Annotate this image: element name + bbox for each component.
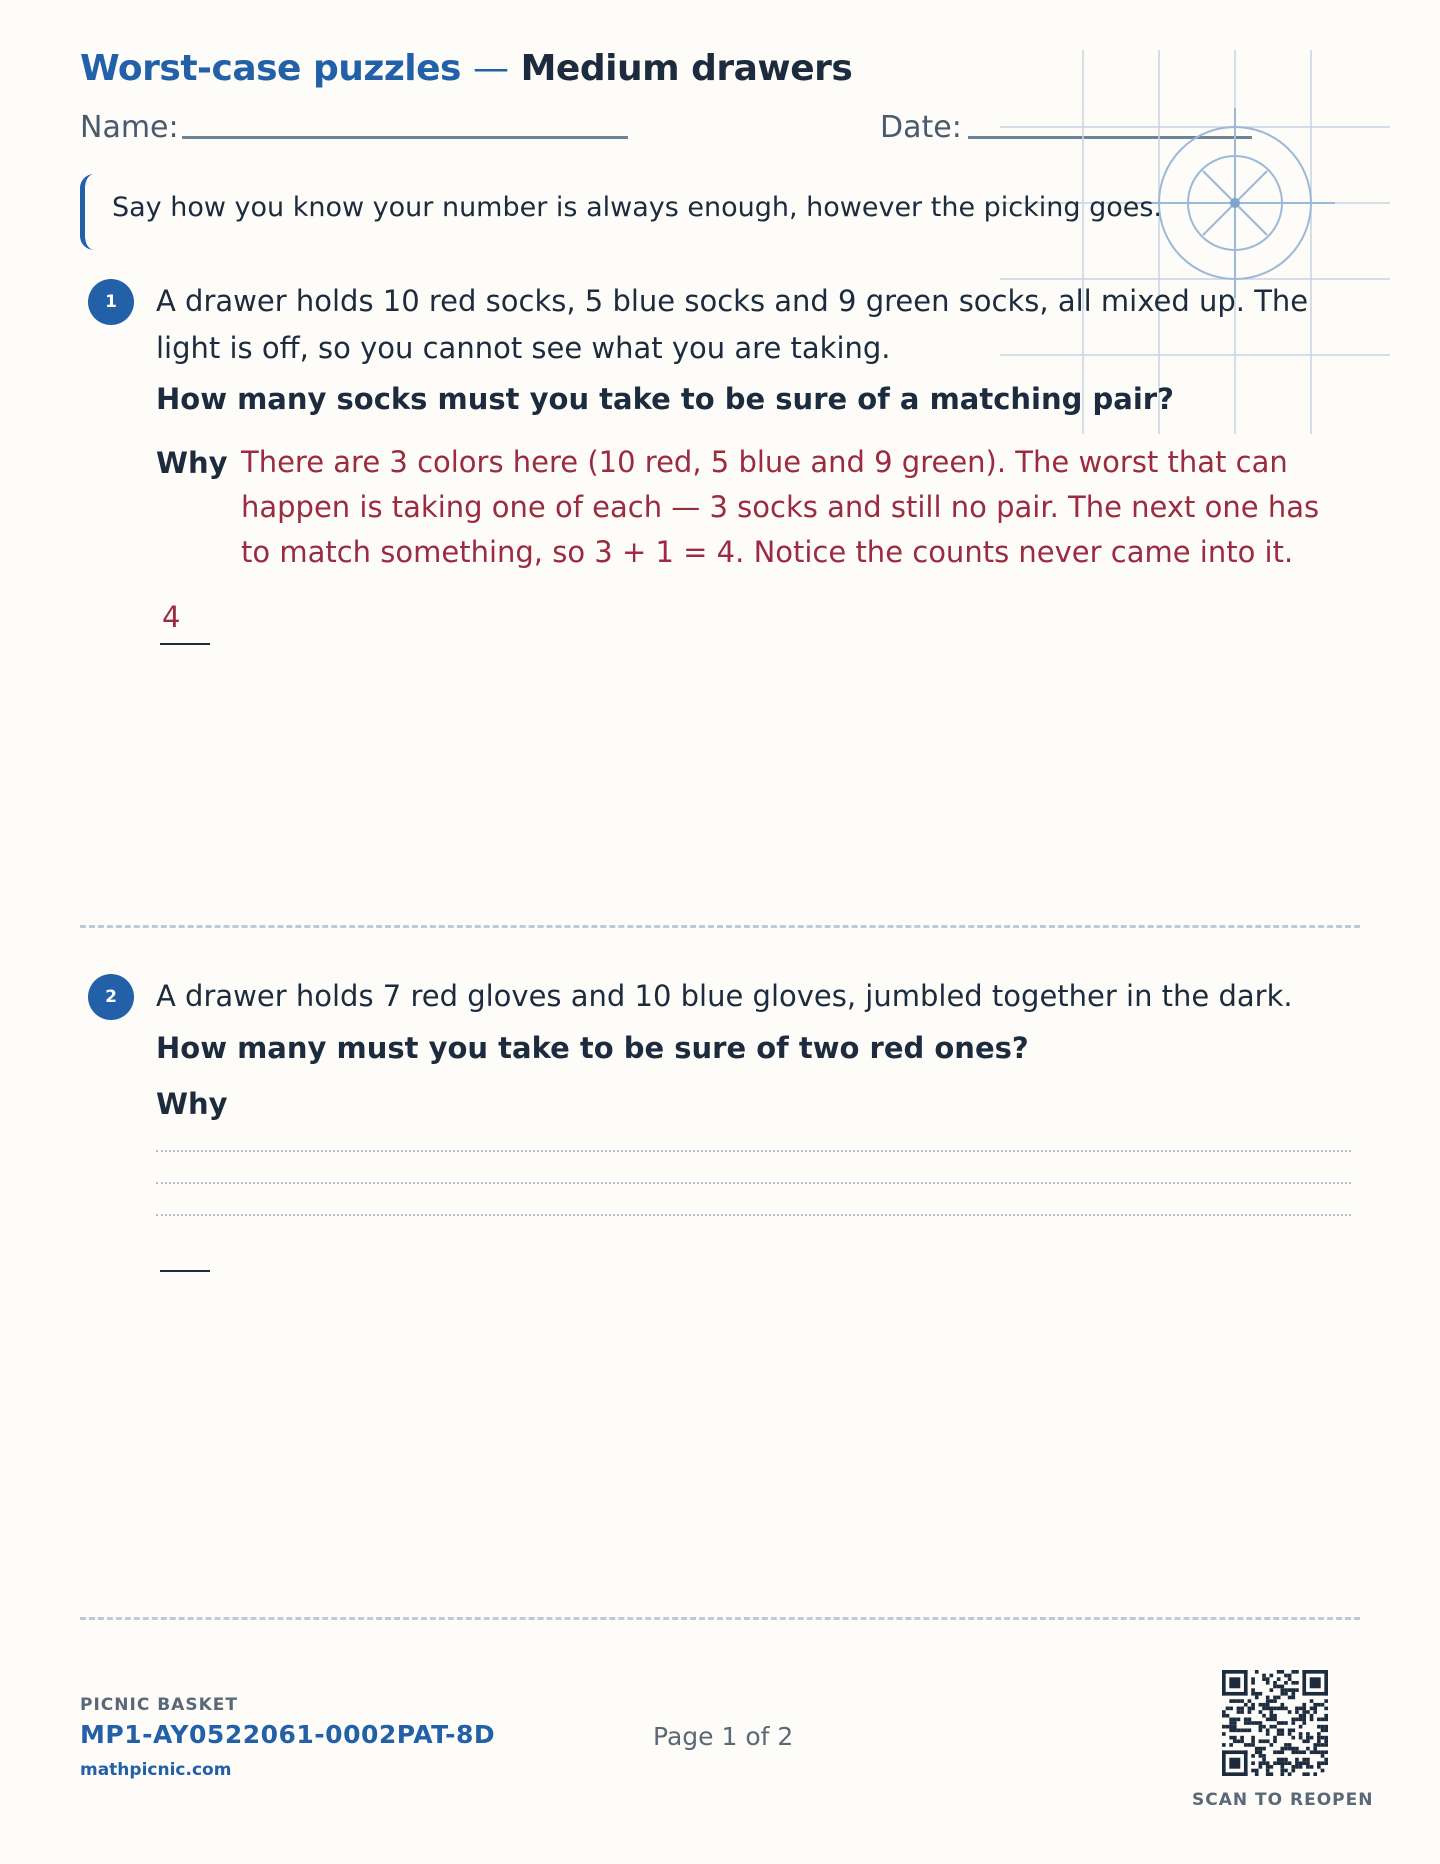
page-title (80, 48, 852, 89)
title-main: Worst-case puzzles (80, 48, 461, 89)
answer-value: 4 (162, 600, 181, 634)
page-indicator: Page 1 of 2 (653, 1722, 794, 1751)
writing-line[interactable] (156, 1214, 1351, 1216)
instruction-text: Say how you know your number is always enough, however the picking goes. (112, 192, 1163, 223)
title-separator: — (473, 48, 509, 89)
why-answer-text: There are 3 colors here (10 red, 5 blue and 9 green). The worst that can happen is taking one of each — 3 socks and still no pair. The next one has to match something, so 3 + 1 = 4. Notice the counts never came into it. (241, 445, 1320, 569)
instruction-bar (80, 174, 94, 250)
name-label: Name: (80, 110, 179, 145)
footer-category: PICNIC BASKET (80, 1695, 238, 1715)
question-prompt: How many socks must you take to be sure of a matching pair? (156, 382, 1174, 416)
answer-line[interactable] (160, 643, 210, 645)
qr-code-icon[interactable] (1222, 1670, 1328, 1776)
footer-code: MP1-AY0522061-0002PAT-8D (80, 1720, 496, 1749)
title-sub: Medium drawers (520, 48, 853, 89)
question-number-badge: 1 (88, 279, 134, 325)
question-number-badge: 2 (88, 974, 134, 1020)
why-label: Why (156, 1087, 228, 1121)
footer-site-link[interactable]: mathpicnic.com (80, 1760, 232, 1780)
question-prompt: How many must you take to be sure of two red ones? (156, 1031, 1029, 1065)
writing-line[interactable] (156, 1182, 1351, 1184)
date-label: Date: (880, 110, 962, 145)
section-divider (80, 925, 1360, 928)
question-text: A drawer holds 7 red gloves and 10 blue gloves, jumbled together in the dark. (156, 979, 1293, 1013)
question-text: A drawer holds 10 red socks, 5 blue socks and 9 green socks, all mixed up. The light is off, so you cannot see what you are taking. (156, 284, 1309, 365)
answer-line[interactable] (160, 1270, 210, 1272)
why-label: Why (156, 446, 228, 480)
scan-label: SCAN TO REOPEN (1192, 1790, 1374, 1810)
target-grid-icon (1000, 50, 1390, 434)
footer-divider (80, 1617, 1360, 1620)
name-field[interactable] (182, 136, 628, 139)
writing-line[interactable] (156, 1150, 1351, 1152)
